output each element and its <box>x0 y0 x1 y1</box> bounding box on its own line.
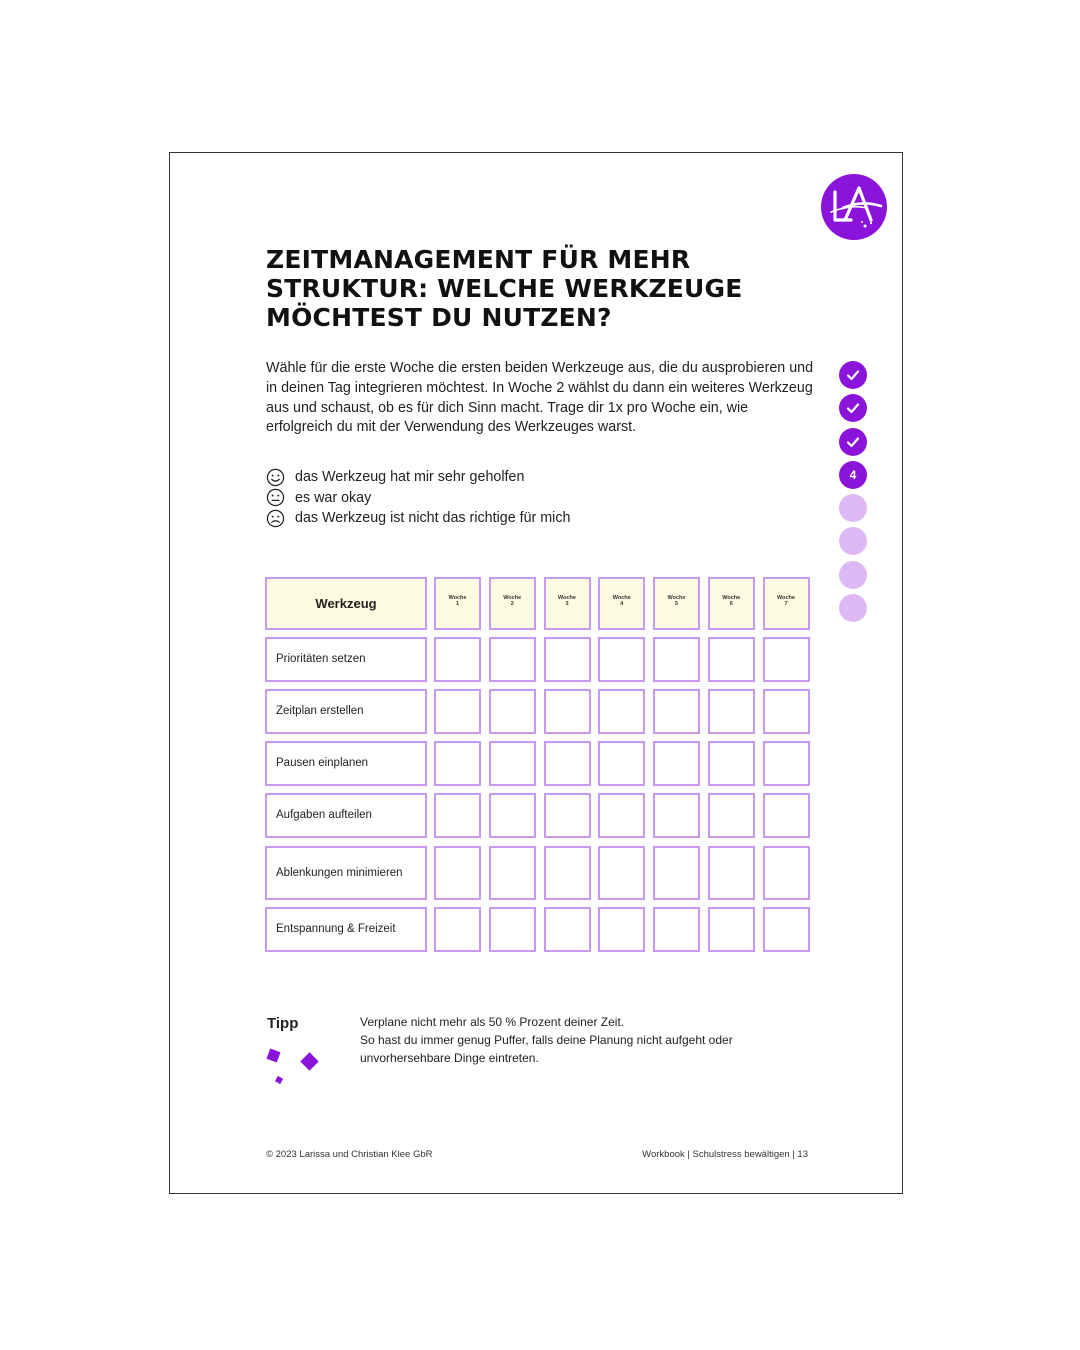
rating-entry-cell[interactable] <box>598 637 645 682</box>
rating-entry-cell[interactable] <box>598 689 645 734</box>
week-label: Woche <box>612 594 631 601</box>
rating-entry-cell[interactable] <box>489 907 536 952</box>
rating-entry-cell[interactable] <box>763 846 810 900</box>
step-upcoming <box>839 561 867 589</box>
tip-line: Verplane nicht mehr als 50 % Prozent deiner Zeit. <box>360 1015 625 1029</box>
tip-label: Tipp <box>267 1015 299 1032</box>
rating-entry-cell[interactable] <box>544 793 591 838</box>
rating-entry-cell[interactable] <box>434 846 481 900</box>
rating-entry-cell[interactable] <box>489 637 536 682</box>
legend-item <box>266 508 570 529</box>
rating-entry-cell[interactable] <box>708 689 755 734</box>
title-line: STRUKTUR: WELCHE WERKZEUGE <box>266 274 743 303</box>
tip-text <box>360 1013 820 1067</box>
rating-entry-cell[interactable] <box>763 907 810 952</box>
rating-entry-cell[interactable] <box>544 637 591 682</box>
week-number: 5 <box>674 600 679 607</box>
rating-entry-cell[interactable] <box>708 846 755 900</box>
legend-item <box>266 488 570 509</box>
checkmark-icon <box>845 367 861 383</box>
rating-entry-cell[interactable] <box>544 846 591 900</box>
rating-entry-cell[interactable] <box>598 907 645 952</box>
step-current <box>839 461 867 489</box>
checkmark-icon <box>845 434 861 450</box>
week-label: Woche <box>722 594 741 601</box>
step-upcoming <box>839 527 867 555</box>
rating-entry-cell[interactable] <box>763 793 810 838</box>
rating-entry-cell[interactable] <box>708 741 755 786</box>
rating-legend <box>266 467 570 529</box>
week-label: Woche <box>777 594 795 601</box>
week-column-header <box>544 577 591 630</box>
rating-entry-cell[interactable] <box>763 741 810 786</box>
rating-entry-cell[interactable] <box>653 637 700 682</box>
week-number: 6 <box>729 600 733 607</box>
rating-entry-cell[interactable] <box>489 741 536 786</box>
rating-entry-cell[interactable] <box>653 846 700 900</box>
rating-entry-cell[interactable] <box>653 689 700 734</box>
step-completed <box>839 361 867 389</box>
smiling-face-icon <box>266 468 285 487</box>
rating-entry-cell[interactable] <box>544 741 591 786</box>
confetti-diamonds-icon <box>265 1047 327 1089</box>
week-column-header <box>708 577 755 630</box>
week-column-header <box>598 577 645 630</box>
step-upcoming <box>839 594 867 622</box>
frowning-face-icon <box>266 509 285 528</box>
step-number: 4 <box>849 467 857 482</box>
rating-entry-cell[interactable] <box>489 793 536 838</box>
rating-entry-cell[interactable] <box>544 689 591 734</box>
tip-line: So hast du immer genug Puffer, falls deine Planung nicht aufgeht oder unvorhersehbare Dinge eintreten. <box>360 1033 733 1065</box>
title-line: ZEITMANAGEMENT FÜR MEHR <box>266 245 691 274</box>
rating-entry-cell[interactable] <box>708 793 755 838</box>
progress-steps <box>839 361 869 627</box>
week-number: 4 <box>620 600 624 607</box>
page-title <box>266 245 743 332</box>
rating-entry-cell[interactable] <box>434 741 481 786</box>
checkmark-icon <box>845 400 861 416</box>
legend-text: es war okay <box>295 489 372 506</box>
footer-page-info: Workbook | Schulstress bewältigen | 13 <box>642 1149 808 1160</box>
rating-entry-cell[interactable] <box>434 793 481 838</box>
rating-entry-cell[interactable] <box>544 907 591 952</box>
week-column-header <box>763 577 810 630</box>
tool-name-cell: Ablenkungen minimieren <box>265 846 427 900</box>
week-label: Woche <box>667 594 686 601</box>
tool-tracking-table <box>265 577 810 954</box>
tool-name-cell: Entspannung & Freizeit <box>265 907 427 952</box>
week-number: 7 <box>784 600 788 607</box>
rating-entry-cell[interactable] <box>653 907 700 952</box>
rating-entry-cell[interactable] <box>489 689 536 734</box>
week-number: 2 <box>510 600 514 607</box>
footer-copyright: © 2023 Larissa und Christian Klee GbR <box>266 1149 433 1160</box>
step-completed <box>839 394 867 422</box>
workbook-page <box>169 152 903 1194</box>
week-number: 3 <box>565 600 569 607</box>
rating-entry-cell[interactable] <box>434 907 481 952</box>
rating-entry-cell[interactable] <box>763 637 810 682</box>
tool-name-cell: Pausen einplanen <box>265 741 427 786</box>
tool-column-header: Werkzeug <box>265 577 427 630</box>
week-label: Woche <box>448 594 467 601</box>
rating-entry-cell[interactable] <box>763 689 810 734</box>
rating-entry-cell[interactable] <box>708 637 755 682</box>
legend-text: das Werkzeug hat mir sehr geholfen <box>295 469 525 486</box>
legend-item <box>266 467 570 488</box>
week-label: Woche <box>558 594 576 601</box>
rating-entry-cell[interactable] <box>598 793 645 838</box>
tool-name-cell: Zeitplan erstellen <box>265 689 427 734</box>
week-label: Woche <box>503 594 522 601</box>
legend-text: das Werkzeug ist nicht das richtige für mich <box>295 510 571 527</box>
rating-entry-cell[interactable] <box>653 793 700 838</box>
la-logo <box>821 174 887 240</box>
week-column-header <box>434 577 481 630</box>
step-completed <box>839 428 867 456</box>
tool-name-cell: Prioritäten setzen <box>265 637 427 682</box>
rating-entry-cell[interactable] <box>434 637 481 682</box>
rating-entry-cell[interactable] <box>489 846 536 900</box>
neutral-face-icon <box>266 488 285 507</box>
rating-entry-cell[interactable] <box>598 741 645 786</box>
step-upcoming <box>839 494 867 522</box>
rating-entry-cell[interactable] <box>653 741 700 786</box>
rating-entry-cell[interactable] <box>598 846 645 900</box>
week-number: 1 <box>455 600 460 607</box>
week-column-header <box>489 577 536 630</box>
tool-name-cell: Aufgaben aufteilen <box>265 793 427 838</box>
title-line: MÖCHTEST DU NUTZEN? <box>266 303 612 332</box>
rating-entry-cell[interactable] <box>708 907 755 952</box>
rating-entry-cell[interactable] <box>434 689 481 734</box>
intro-text: Wähle für die erste Woche die ersten beiden Werkzeuge aus, die du ausprobieren und in deinen Tag integrieren möchtest. In Woche 2 wählst du dann ein weiteres Werkzeug aus und schaust, ob es für dich Sinn macht. Trage dir 1x pro Woche ein, wie erfolgreich du mit der Verwendung des Werkzeuges warst. <box>266 360 814 436</box>
week-column-header <box>653 577 700 630</box>
